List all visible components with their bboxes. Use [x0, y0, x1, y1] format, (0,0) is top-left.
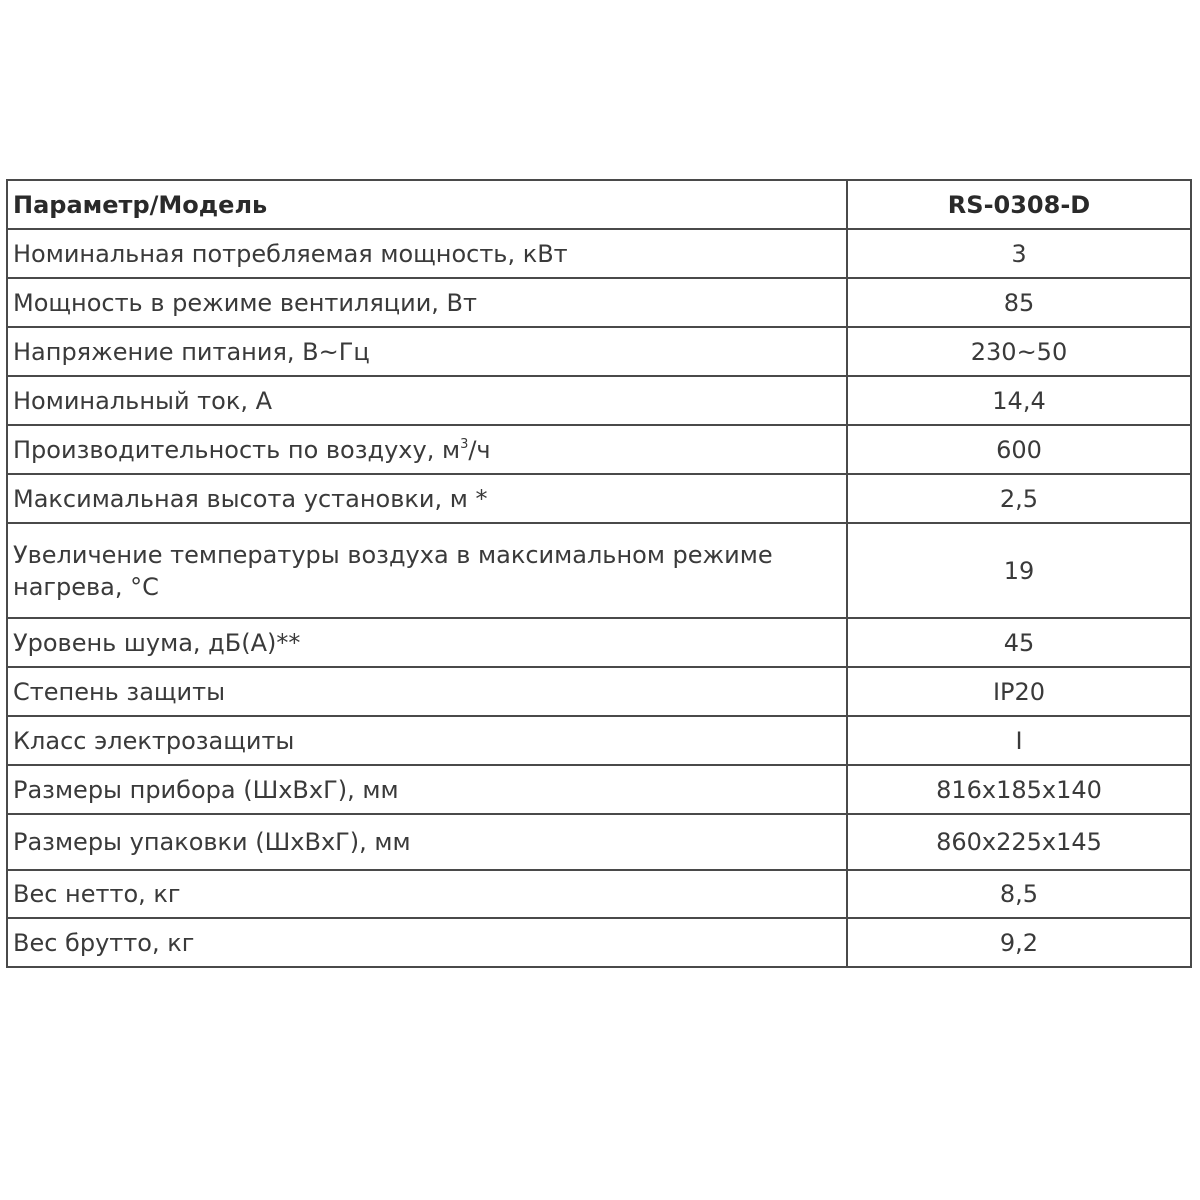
row-param: Максимальная высота установки, м *: [7, 474, 847, 523]
table-row: [7, 327, 1191, 376]
table-row: [7, 523, 1191, 618]
row-param: Увеличение температуры воздуха в максимальном режиме нагрева, °C: [7, 523, 847, 618]
row-param: Номинальный ток, А: [7, 376, 847, 425]
row-value: 230~50: [847, 327, 1191, 376]
row-value: 14,4: [847, 376, 1191, 425]
table-header-row: [7, 180, 1191, 229]
row-param: Мощность в режиме вентиляции, Вт: [7, 278, 847, 327]
row-value: 600: [847, 425, 1191, 474]
row-param-suffix: /ч: [468, 435, 491, 464]
row-param-sup: 3: [460, 436, 469, 452]
row-param: Размеры упаковки (ШхВхГ), мм: [7, 814, 847, 870]
row-param: Вес нетто, кг: [7, 870, 847, 918]
row-value: 3: [847, 229, 1191, 278]
row-param: Номинальная потребляемая мощность, кВт: [7, 229, 847, 278]
row-value: 9,2: [847, 918, 1191, 967]
row-value: 8,5: [847, 870, 1191, 918]
row-param: Класс электрозащиты: [7, 716, 847, 765]
row-param: Уровень шума, дБ(А)**: [7, 618, 847, 667]
table-row: [7, 278, 1191, 327]
table-row: [7, 474, 1191, 523]
row-value: IP20: [847, 667, 1191, 716]
header-model: RS-0308-D: [847, 180, 1191, 229]
spec-table: [6, 179, 1192, 968]
row-value: 19: [847, 523, 1191, 618]
table-row: [7, 376, 1191, 425]
table-row: [7, 229, 1191, 278]
row-value: 85: [847, 278, 1191, 327]
row-param: Напряжение питания, В~Гц: [7, 327, 847, 376]
table-row: [7, 814, 1191, 870]
table-row: [7, 618, 1191, 667]
row-param-prefix: Производительность по воздуху, м: [13, 435, 461, 464]
table-row: [7, 918, 1191, 967]
row-value: I: [847, 716, 1191, 765]
table-row: [7, 425, 1191, 474]
row-param: Размеры прибора (ШхВхГ), мм: [7, 765, 847, 814]
row-param: Вес брутто, кг: [7, 918, 847, 967]
row-param: Степень защиты: [7, 667, 847, 716]
row-param: [7, 425, 847, 474]
row-value: 2,5: [847, 474, 1191, 523]
table-row: [7, 667, 1191, 716]
row-value: 45: [847, 618, 1191, 667]
table-row: [7, 870, 1191, 918]
table-row: [7, 716, 1191, 765]
header-param: Параметр/Модель: [7, 180, 847, 229]
row-value: 860x225x145: [847, 814, 1191, 870]
table-row: [7, 765, 1191, 814]
row-value: 816x185x140: [847, 765, 1191, 814]
